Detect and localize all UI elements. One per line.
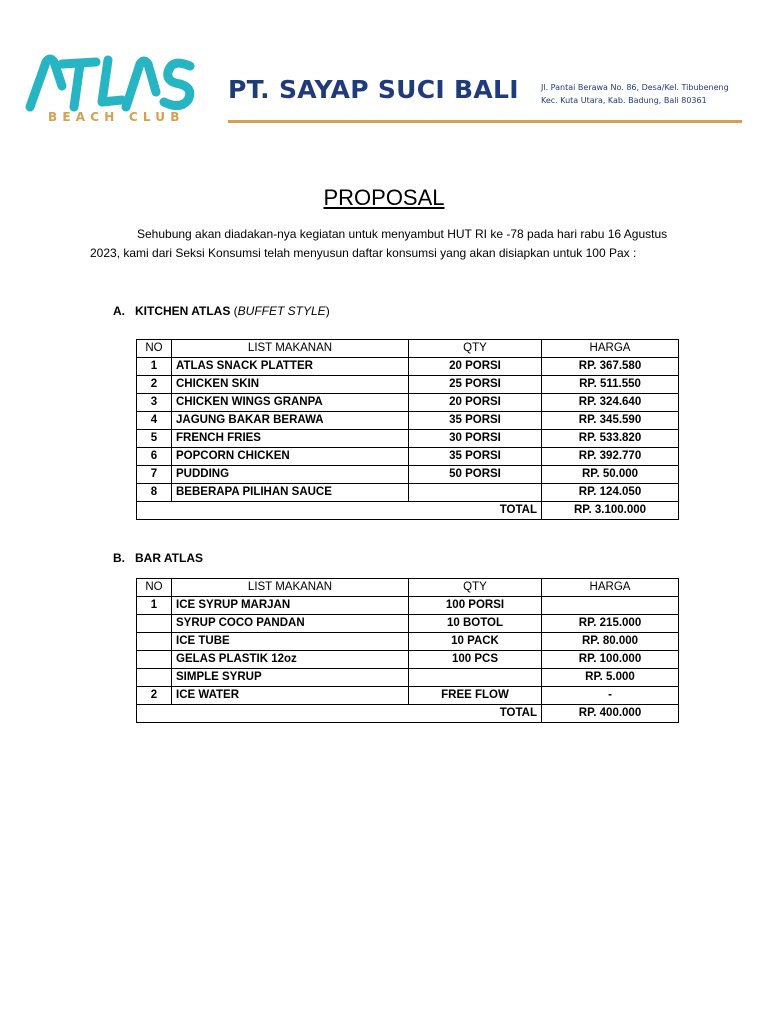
row-number [137, 633, 172, 651]
table-row [137, 466, 679, 484]
row-qty: 35 PORSI [409, 412, 542, 430]
row-item: SYRUP COCO PANDAN [172, 615, 409, 633]
row-number: 8 [137, 484, 172, 502]
header-list: LIST MAKANAN [172, 340, 409, 358]
section-a-letter: A. [113, 304, 125, 318]
row-qty: 25 PORSI [409, 376, 542, 394]
header-divider [228, 120, 742, 123]
row-qty: 100 PORSI [409, 597, 542, 615]
row-number: 1 [137, 597, 172, 615]
row-qty: 20 PORSI [409, 358, 542, 376]
section-a-title: KITCHEN ATLAS [135, 304, 231, 318]
row-price: RP. 80.000 [542, 633, 679, 651]
row-number: 6 [137, 448, 172, 466]
logo-subtitle: BEACH CLUB [48, 110, 185, 124]
section-a-paren-close: ) [325, 304, 330, 318]
header-no: NO [137, 579, 172, 597]
row-price: RP. 533.820 [542, 430, 679, 448]
row-qty: 10 BOTOL [409, 615, 542, 633]
header-price: HARGA [542, 340, 679, 358]
row-item: CHICKEN SKIN [172, 376, 409, 394]
row-price: RP. 345.590 [542, 412, 679, 430]
row-number: 2 [137, 687, 172, 705]
table-row [137, 376, 679, 394]
row-item: BEBERAPA PILIHAN SAUCE [172, 484, 409, 502]
total-value: RP. 400.000 [542, 705, 679, 723]
row-qty [409, 484, 542, 502]
table-row [137, 394, 679, 412]
section-a-heading [113, 304, 330, 318]
row-price: RP. 5.000 [542, 669, 679, 687]
row-item: PUDDING [172, 466, 409, 484]
row-qty: 10 PACK [409, 633, 542, 651]
table-row [137, 448, 679, 466]
kitchen-table [136, 339, 679, 520]
header-qty: QTY [409, 579, 542, 597]
table-row [137, 484, 679, 502]
total-label: TOTAL [137, 502, 542, 520]
address-line-2: Kec. Kuta Utara, Kab. Badung, Bali 80361 [541, 96, 707, 105]
row-price: RP. 215.000 [542, 615, 679, 633]
row-price: RP. 124.050 [542, 484, 679, 502]
row-number: 5 [137, 430, 172, 448]
table-row [137, 651, 679, 669]
row-item: GELAS PLASTIK 12oz [172, 651, 409, 669]
total-row [137, 705, 679, 723]
table-header-row [137, 340, 679, 358]
section-a-subtitle: BUFFET STYLE [237, 304, 326, 318]
table-row [137, 358, 679, 376]
row-price: RP. 367.580 [542, 358, 679, 376]
row-item: ICE TUBE [172, 633, 409, 651]
intro-text: Sehubung akan diadakan-nya kegiatan untuk menyambut HUT RI ke -78 pada hari rabu 16 Agustus 2023, kami dari Seksi Konsumsi telah menyusun daftar konsumsi yang akan disiapkan untuk 100 Pax : [90, 227, 668, 260]
row-qty: 100 PCS [409, 651, 542, 669]
row-number [137, 669, 172, 687]
row-number: 3 [137, 394, 172, 412]
header-no: NO [137, 340, 172, 358]
table-row [137, 597, 679, 615]
row-price: RP. 511.550 [542, 376, 679, 394]
table-row [137, 430, 679, 448]
address-line-1: Jl. Pantai Berawa No. 86, Desa/Kel. Tibubeneng [541, 83, 729, 92]
row-price [542, 597, 679, 615]
row-item: JAGUNG BAKAR BERAWA [172, 412, 409, 430]
section-b-letter: B. [113, 551, 125, 565]
header-price: HARGA [542, 579, 679, 597]
table-row [137, 633, 679, 651]
page-title: PROPOSAL [323, 185, 445, 210]
section-a-paren-open: ( [230, 304, 238, 318]
row-item: POPCORN CHICKEN [172, 448, 409, 466]
total-row [137, 502, 679, 520]
row-item: ATLAS SNACK PLATTER [172, 358, 409, 376]
row-qty: 50 PORSI [409, 466, 542, 484]
section-b-title: BAR ATLAS [135, 551, 203, 565]
row-qty [409, 669, 542, 687]
row-price: RP. 100.000 [542, 651, 679, 669]
row-price: RP. 324.640 [542, 394, 679, 412]
table-row [137, 687, 679, 705]
row-qty: FREE FLOW [409, 687, 542, 705]
row-number: 4 [137, 412, 172, 430]
company-address [541, 81, 756, 107]
header-qty: QTY [409, 340, 542, 358]
row-item: ICE SYRUP MARJAN [172, 597, 409, 615]
row-qty: 30 PORSI [409, 430, 542, 448]
row-number: 1 [137, 358, 172, 376]
header-list: LIST MAKANAN [172, 579, 409, 597]
row-price: RP. 392.770 [542, 448, 679, 466]
intro-paragraph [90, 225, 696, 263]
row-price: RP. 50.000 [542, 466, 679, 484]
atlas-logo [22, 52, 202, 114]
row-number [137, 651, 172, 669]
row-item: ICE WATER [172, 687, 409, 705]
total-label: TOTAL [137, 705, 542, 723]
row-number: 2 [137, 376, 172, 394]
table-row [137, 615, 679, 633]
row-number [137, 615, 172, 633]
section-b-heading [113, 551, 203, 565]
row-qty: 20 PORSI [409, 394, 542, 412]
row-price: - [542, 687, 679, 705]
row-item: FRENCH FRIES [172, 430, 409, 448]
table-row [137, 669, 679, 687]
row-item: SIMPLE SYRUP [172, 669, 409, 687]
row-item: CHICKEN WINGS GRANPA [172, 394, 409, 412]
company-name: PT. SAYAP SUCI BALI [228, 75, 519, 104]
row-qty: 35 PORSI [409, 448, 542, 466]
total-value: RP. 3.100.000 [542, 502, 679, 520]
table-header-row [137, 579, 679, 597]
row-number: 7 [137, 466, 172, 484]
table-row [137, 412, 679, 430]
bar-table [136, 578, 679, 723]
